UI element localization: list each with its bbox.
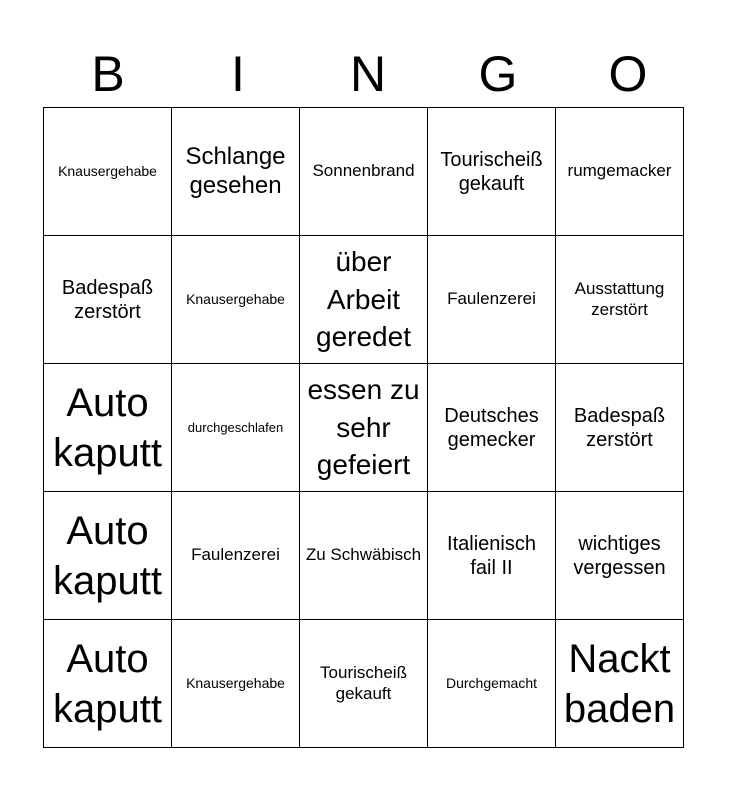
bingo-header — [43, 40, 693, 108]
bingo-cell[interactable] — [172, 364, 300, 492]
bingo-cell[interactable] — [44, 492, 172, 620]
bingo-cell[interactable] — [44, 236, 172, 364]
cell-text: Sonnenbrand — [312, 161, 415, 181]
cell-text: Knausergehabe — [186, 291, 285, 308]
bingo-cell[interactable] — [428, 236, 556, 364]
header-letter-n: N — [349, 46, 387, 102]
cell-text: Faulenzerei — [447, 289, 536, 309]
bingo-cell[interactable] — [556, 364, 684, 492]
cell-text: Auto kaputt — [53, 636, 162, 731]
cell-text: durchgeschlafen — [187, 419, 284, 435]
bingo-cell[interactable] — [300, 492, 428, 620]
cell-text: Deutsches gemecker — [444, 404, 539, 451]
bingo-cell[interactable] — [300, 108, 428, 236]
bingo-cell[interactable] — [428, 364, 556, 492]
cell-text: Tourischeiß gekauft — [440, 148, 543, 195]
cell-text: Tourischeiß gekauft — [320, 663, 407, 703]
bingo-cell[interactable] — [556, 236, 684, 364]
grid-row — [44, 364, 684, 492]
bingo-cell[interactable] — [428, 620, 556, 748]
header-letter-i: I — [231, 46, 245, 102]
bingo-cell[interactable] — [428, 492, 556, 620]
bingo-cell[interactable] — [300, 364, 428, 492]
bingo-cell[interactable] — [556, 620, 684, 748]
header-letter-o: O — [608, 46, 648, 102]
bingo-cell[interactable] — [300, 620, 428, 748]
cell-text: Auto kaputt — [53, 508, 162, 603]
cell-text: Faulenzerei — [191, 545, 280, 565]
bingo-grid — [43, 107, 684, 748]
cell-text: Nackt baden — [563, 636, 676, 731]
cell-text: Ausstattung zerstört — [574, 279, 665, 319]
cell-text: wichtiges vergessen — [573, 532, 666, 579]
bingo-cell[interactable] — [556, 108, 684, 236]
bingo-cell[interactable] — [44, 364, 172, 492]
cell-text: Knausergehabe — [186, 675, 285, 692]
cell-text: Schlange gesehen — [185, 142, 286, 199]
cell-text: rumgemacker — [567, 161, 672, 181]
bingo-cell[interactable] — [172, 620, 300, 748]
bingo-cell[interactable] — [556, 492, 684, 620]
header-letter-b: B — [91, 46, 125, 102]
cell-text: Zu Schwäbisch — [305, 545, 422, 565]
bingo-cell[interactable] — [44, 620, 172, 748]
bingo-cell[interactable] — [44, 108, 172, 236]
grid-row — [44, 620, 684, 748]
grid-row — [44, 492, 684, 620]
cell-text: Badespaß zerstört — [573, 404, 666, 451]
bingo-cell[interactable] — [172, 108, 300, 236]
bingo-cell[interactable] — [428, 108, 556, 236]
bingo-cell[interactable] — [172, 236, 300, 364]
cell-text: Italienisch fail II — [447, 532, 536, 579]
cell-text: essen zu sehr gefeiert — [307, 373, 420, 481]
cell-text: Auto kaputt — [53, 380, 162, 475]
cell-text: über Arbeit geredet — [316, 245, 411, 353]
bingo-cell[interactable] — [172, 492, 300, 620]
grid-row — [44, 108, 684, 236]
bingo-cell[interactable] — [300, 236, 428, 364]
header-letter-g: G — [478, 46, 518, 102]
cell-text: Knausergehabe — [58, 163, 157, 180]
cell-text: Durchgemacht — [445, 675, 538, 692]
grid-row — [44, 236, 684, 364]
cell-text: Badespaß zerstört — [61, 276, 154, 323]
